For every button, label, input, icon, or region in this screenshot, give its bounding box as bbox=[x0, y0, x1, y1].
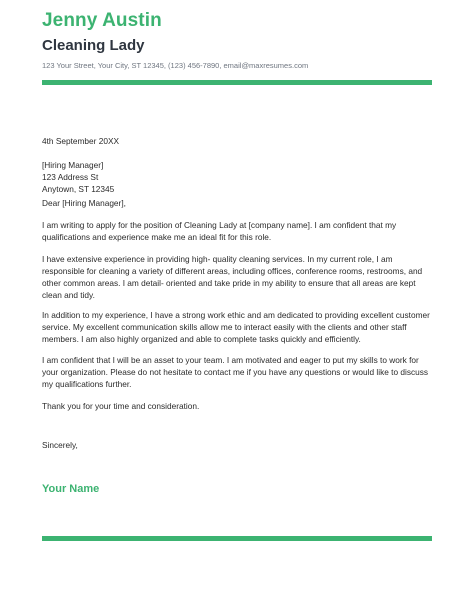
contact-info: 123 Your Street, Your City, ST 12345, (123) 456-7890, email@maxresumes.com bbox=[42, 61, 309, 70]
letter-date: 4th September 20XX bbox=[42, 136, 120, 146]
body-paragraph: I am confident that I will be an asset to your team. I am motivated and eager to put my skills to work for your organization. Please do not hesitate to contact me if you have any questions or would like to discuss my qualifications further. bbox=[42, 355, 429, 389]
applicant-name: Jenny Austin bbox=[42, 10, 162, 31]
signature-name: Your Name bbox=[42, 483, 100, 495]
closing: Sincerely, bbox=[42, 440, 78, 450]
salutation: Dear [Hiring Manager], bbox=[42, 198, 126, 208]
header-divider bbox=[42, 80, 432, 85]
recipient-line: Anytown, ST 12345 bbox=[42, 183, 115, 194]
recipient-line: 123 Address St bbox=[42, 171, 99, 182]
recipient-address bbox=[42, 160, 434, 196]
footer-divider bbox=[42, 536, 432, 541]
body-paragraph: I am writing to apply for the position of Cleaning Lady at [company name]. I am confident that my qualifications and experience make me an ideal fit for this role. bbox=[42, 220, 397, 242]
body-paragraph: Thank you for your time and consideration. bbox=[42, 401, 200, 411]
body-paragraph: In addition to my experience, I have a strong work ethic and am dedicated to providing excellent customer service. My excellent communication skills allow me to interact easily with the clients and other staff members. I am also highly organized and able to complete tasks quickly and efficiently. bbox=[42, 310, 430, 344]
body-paragraph: I have extensive experience in providing high- quality cleaning services. In my current role, I am responsible for cleaning a variety of different areas, including offices, conference rooms, restrooms, and other common areas. I am detail- oriented and take pride in my ability to ensure that all areas are kept clean and tidy. bbox=[42, 254, 423, 300]
job-title: Cleaning Lady bbox=[42, 37, 145, 54]
recipient-line: [Hiring Manager] bbox=[42, 160, 104, 170]
